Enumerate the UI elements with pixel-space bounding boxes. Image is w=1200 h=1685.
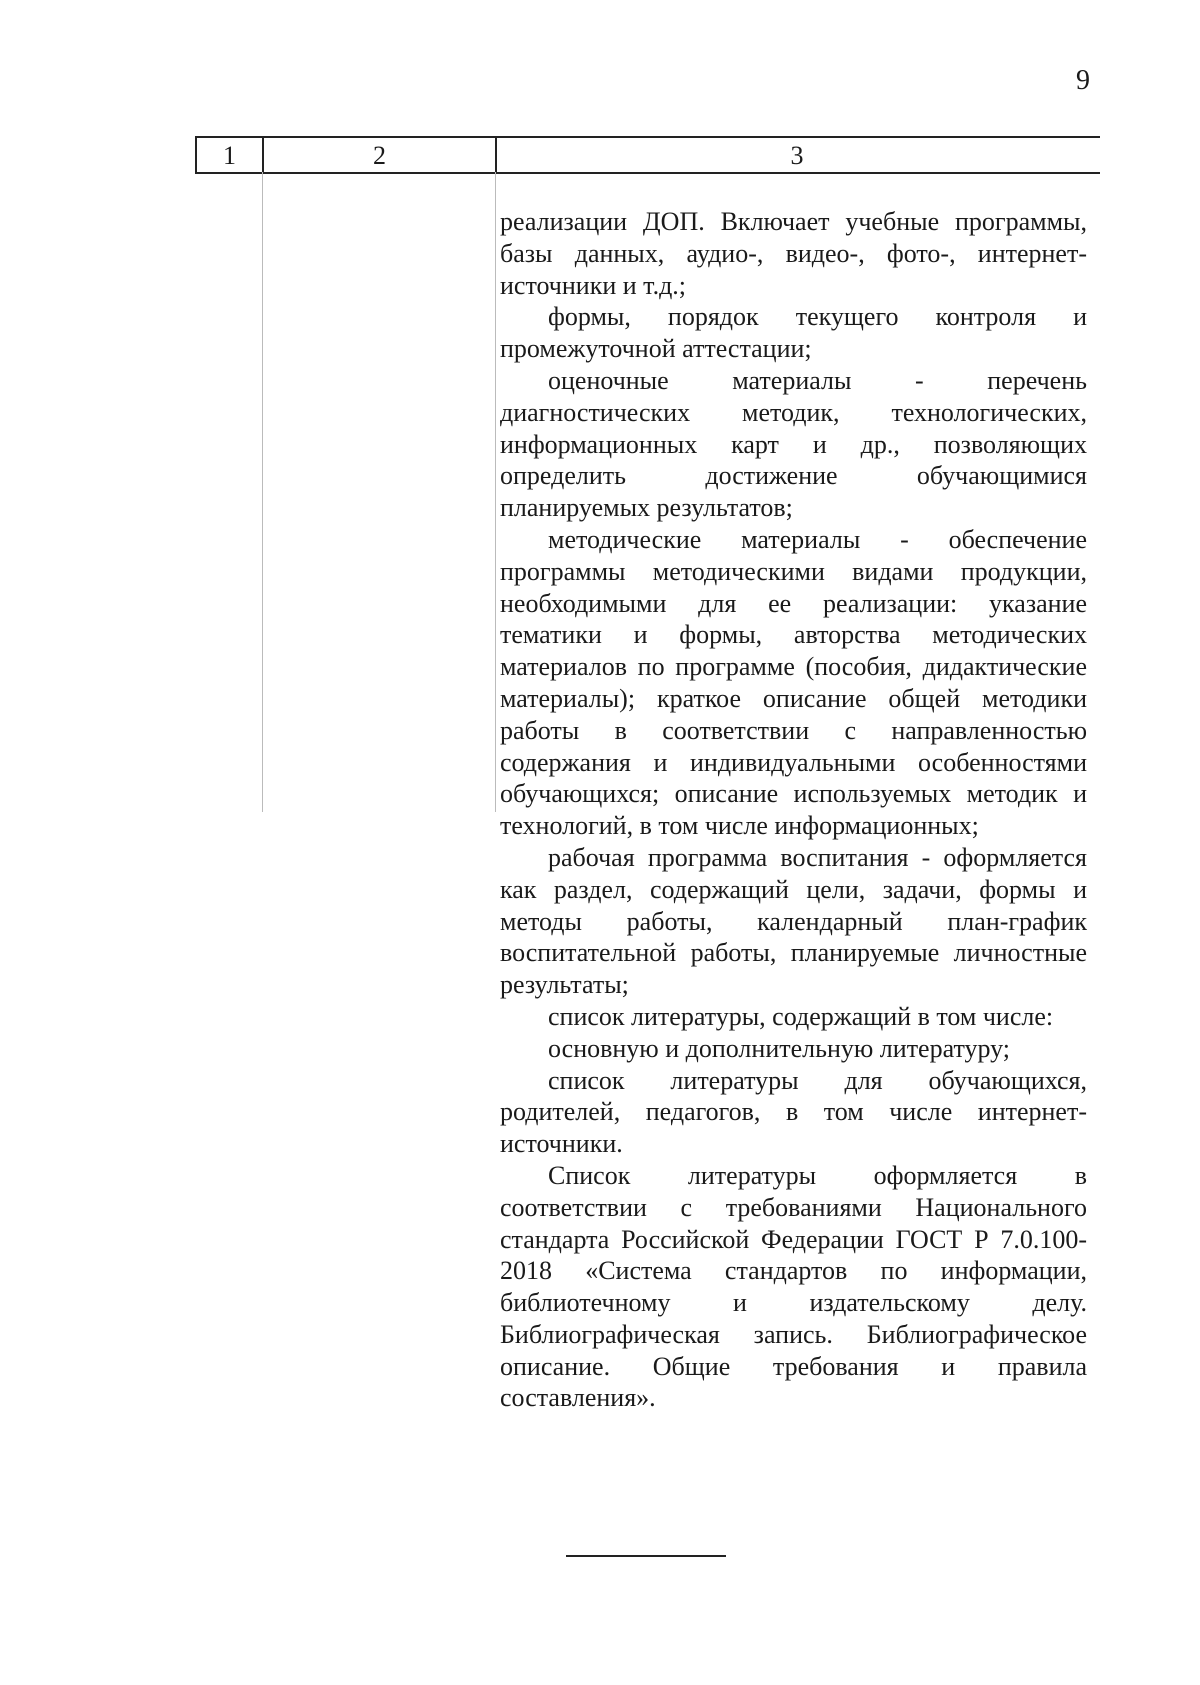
paragraph-2: формы, порядок текущего контроля и промежуточной аттестации; xyxy=(500,302,1087,364)
paragraph-4: методические материалы - обеспечение программы методическими видами продукции, необходимыми для ее реализации: указание тематики и формы, авторства методических материалов по программе (пособия, дидактические материалы); краткое описание общей методики работы в соответствии с направленностью содержания и индивидуальными особенностями обучающихся; описание используемых методик и технологий, в том числе информационных; xyxy=(500,524,1087,841)
table-header-row xyxy=(195,136,1100,174)
paragraph-3: оценочные материалы - перечень диагностических методик, технологических, информационных карт и др., позволяющих определить достижение обучающимися планируемых результатов; xyxy=(500,365,1087,523)
table-header-col3: 3 xyxy=(790,141,804,170)
column-divider-2 xyxy=(495,172,496,812)
paragraph-6: список литературы, содержащий в том числе: xyxy=(548,1001,1054,1031)
page-number: 9 xyxy=(1076,65,1090,96)
paragraph-7: основную и дополнительную литературу; xyxy=(548,1033,1011,1063)
column-divider-1 xyxy=(262,172,263,812)
paragraph-8: список литературы для обучающихся, родителей, педагогов, в том числе интернет-источники. xyxy=(500,1065,1087,1159)
paragraph-9: Список литературы оформляется в соответствии с требованиями Национального стандарта Российской Федерации ГОСТ Р 7.0.100-2018 «Система стандартов по информации, библиотечному и издательскому делу. Библиографическая запись. Библиографическое описание. Общие требования и правила составления». xyxy=(500,1160,1087,1413)
table-header-col2: 2 xyxy=(373,141,386,170)
paragraph-1: реализации ДОП. Включает учебные программы, базы данных, аудио-, видео-, фото-, интернет-источники и т.д.; xyxy=(500,207,1087,300)
table-header-col1: 1 xyxy=(223,141,236,170)
paragraph-5: рабочая программа воспитания - оформляется как раздел, содержащий цели, задачи, формы и методы работы, календарный план-график воспитательной работы, планируемые личностные результаты; xyxy=(500,842,1087,1000)
end-separator-line xyxy=(566,1555,726,1557)
document-body xyxy=(500,206,1087,1414)
